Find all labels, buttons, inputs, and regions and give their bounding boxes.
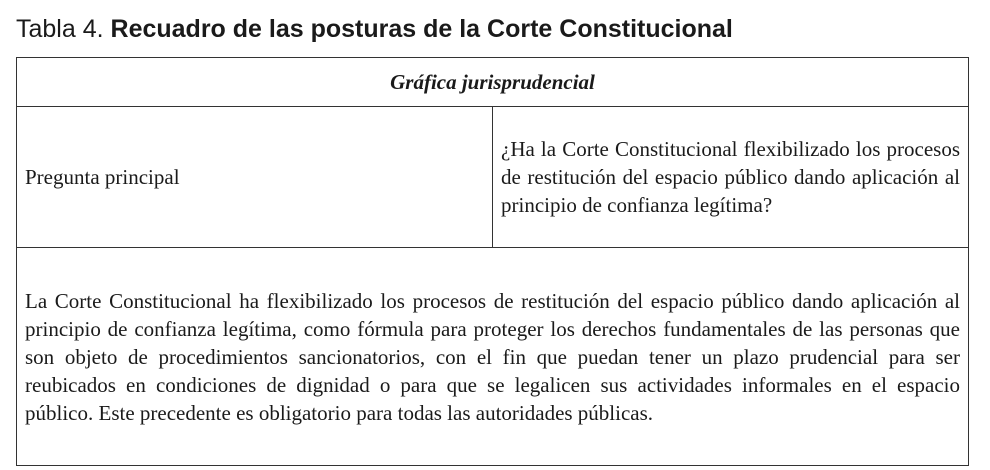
question-row xyxy=(17,107,969,248)
table-number: Tabla 4. xyxy=(16,15,104,43)
table-caption xyxy=(16,12,733,46)
row-label: Pregunta principal xyxy=(17,107,493,248)
conclusion-text: La Corte Constitucional ha flexibilizado los procesos de restitución del espacio público dando aplicación al principio de confianza legítima, como fórmula para proteger los derechos fundamentales de las personas que son objeto de procedimientos sancionatorios, con el fin que puedan tener un plazo prudencial para ser reubicados en condiciones de dignidad o para que se legalicen sus actividades informales en el espacio público. Este precedente es obligatorio para todas las autoridades públicas. xyxy=(17,248,969,466)
main-question: ¿Ha la Corte Constitucional flexibilizado los procesos de restitución del espacio público dando aplicación al principio de confianza legítima? xyxy=(493,107,969,248)
table-title: Recuadro de las posturas de la Corte Constitucional xyxy=(110,15,733,43)
jurisprudence-table xyxy=(16,57,969,466)
table-header: Gráfica jurisprudencial xyxy=(17,58,969,107)
conclusion-row xyxy=(17,248,969,466)
header-row xyxy=(17,58,969,107)
